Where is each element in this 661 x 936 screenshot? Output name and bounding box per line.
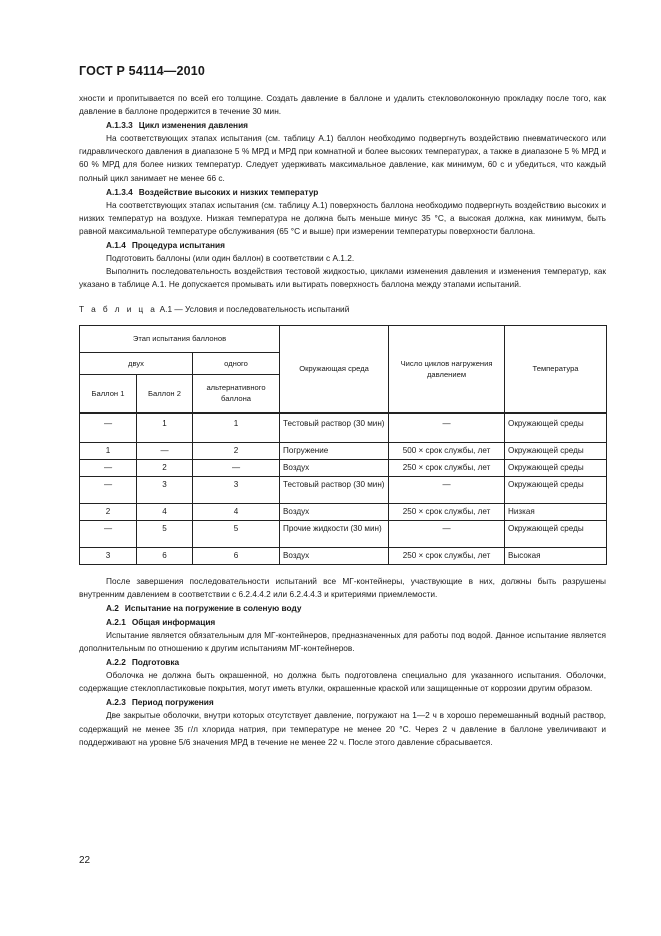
section-heading [79, 239, 606, 252]
cell-cylinder-2: — [137, 442, 193, 459]
cell-cycles: — [389, 476, 505, 503]
cell-cycles: 500 × срок службы, лет [389, 442, 505, 459]
header-temperature: Температура [505, 325, 607, 413]
cell-cylinder-1: — [80, 459, 137, 476]
paragraph: Выполнить последовательность воздействия тестовой жидкостью, циклами изменения давления и изменения температур, как указано в таблице А.1. Не допускается промывать или вытирать поверхность баллона между этапами испытаний. [79, 266, 606, 290]
cell-cycles: — [389, 520, 505, 547]
table-row [80, 547, 607, 564]
header-environment: Окружающая среда [280, 325, 389, 413]
table-row [80, 503, 607, 520]
table-caption-id: А.1 [159, 304, 173, 315]
cell-environment: Тестовый раствор (30 мин) [280, 476, 389, 503]
paragraph: Оболочка не должна быть окрашенной, но должна быть подготовлена специально для указанного испытания. Оболочки, содержащие стеклопластиковые покрытия, могут иметь втулки, окрашенные краской или защищенные от коррозии другим образом. [79, 670, 606, 694]
cell-environment: Воздух [280, 503, 389, 520]
test-sequence-table [79, 325, 607, 565]
table-row [80, 413, 607, 443]
cell-temperature: Окружающей среды [505, 442, 607, 459]
cell-cylinder-1: 3 [80, 547, 137, 564]
cell-temperature: Окружающей среды [505, 459, 607, 476]
cell-cylinder-1: — [80, 413, 137, 443]
paragraph: Подготовить баллоны (или один баллон) в соответствии с А.1.2. [106, 253, 355, 264]
cell-cycles: 250 × срок службы, лет [389, 503, 505, 520]
cell-cylinder-2: 5 [137, 520, 193, 547]
table-row [80, 520, 607, 547]
paragraph: хности и пропитывается по всей его толщине. Создать давление в баллоне и удалить стекловолоконную прокладку после того, как давление в баллоне продержится в течение 30 мин. [79, 93, 606, 117]
section-title: Испытание на погружение в соленую воду [124, 602, 302, 613]
cell-temperature: Низкая [505, 503, 607, 520]
table-caption-prefix: Т а б л и ц а [79, 304, 158, 315]
cell-alternative: 2 [193, 442, 280, 459]
cell-environment: Тестовый раствор (30 мин) [280, 413, 389, 443]
section-number: А.2 [106, 602, 119, 613]
paragraph: Испытание является обязательным для МГ-контейнеров, предназначенных для работы под водой. Данное испытание является дополнительным по отношению к другим испытаниям МГ-контейнеров. [79, 629, 606, 653]
cell-cylinder-1: 2 [80, 503, 137, 520]
cell-cylinder-2: 1 [137, 413, 193, 443]
section-title: Воздействие высоких и низких температур [138, 186, 319, 197]
paragraph: Две закрытые оболочки, внутри которых отсутствует давление, погружают на 1—2 ч в хорошо перемешанный водный раствор, содержащий не менее 35 г/л хлорида натрия, при температуре не менее 20 °С. Через 2 ч давление в баллоне увеличивают и поддерживают на уровне 5/6 значения МРД в течение не менее 22 ч. После этого давление сбрасывается. [79, 710, 606, 747]
header-cylinder-2: Баллон 2 [137, 374, 193, 413]
section-heading [79, 696, 606, 709]
cell-cylinder-2: 2 [137, 459, 193, 476]
section-title: Процедура испытания [131, 240, 225, 251]
cell-alternative: 6 [193, 547, 280, 564]
header-alternative-cylinder: альтернативного баллона [193, 374, 280, 413]
header-cylinder-1: Баллон 1 [80, 374, 137, 413]
cell-temperature: Высокая [505, 547, 607, 564]
section-title: Общая информация [131, 616, 216, 627]
header-stage: Этап испытания баллонов [80, 325, 280, 352]
cell-temperature: Окружающей среды [505, 413, 607, 443]
header-one-cylinder: одного [193, 352, 280, 374]
cell-cylinder-1: — [80, 520, 137, 547]
header-two-cylinders: двух [80, 352, 193, 374]
table-caption [79, 303, 606, 316]
section-title: Цикл изменения давления [138, 120, 249, 131]
cell-temperature: Окружающей среды [505, 520, 607, 547]
cell-temperature: Окружающей среды [505, 476, 607, 503]
section-number: А.2.1 [106, 616, 126, 627]
cell-alternative: 5 [193, 520, 280, 547]
table-row [80, 476, 607, 503]
cell-environment: Погружение [280, 442, 389, 459]
paragraph: После завершения последовательности испытаний все МГ-контейнеры, участвующие в них, должны быть разрушены внутренним давлением в соответствии с 6.2.4.4.2 или 6.2.4.4.3 и критериями приемлемости. [79, 575, 606, 599]
section-number: А.1.3.4 [106, 186, 133, 197]
document-body [79, 92, 606, 749]
section-number: А.1.4 [106, 240, 126, 251]
section-heading [79, 602, 606, 615]
cell-cycles: 250 × срок службы, лет [389, 547, 505, 564]
cell-alternative: 4 [193, 503, 280, 520]
cell-cycles: 250 × срок службы, лет [389, 459, 505, 476]
section-heading [79, 616, 606, 629]
cell-environment: Воздух [280, 547, 389, 564]
cell-cylinder-1: — [80, 476, 137, 503]
cell-alternative: 1 [193, 413, 280, 443]
header-cycles: Число циклов нагружения давлением [389, 325, 505, 413]
section-title: Подготовка [131, 657, 180, 668]
paragraph: На соответствующих этапах испытания (см. таблицу А.1) баллон необходимо подвергнуть воздействию пневматического или гидравлического давления в диапазоне 5 % МРД и МРД при комнатной и более высоких температурах, а также в диапазоне 5 % МРД и 60 % МРД для более низких температур. Следует удерживать максимальное давление, как минимум, 60 с и убедиться, что каждый полный цикл занимает не менее 66 с. [79, 133, 606, 183]
cell-environment: Прочие жидкости (30 мин) [280, 520, 389, 547]
section-heading [79, 186, 606, 199]
section-number: А.2.2 [106, 657, 126, 668]
cell-cycles: — [389, 413, 505, 443]
cell-alternative: — [193, 459, 280, 476]
section-title: Период погружения [131, 697, 214, 708]
section-heading [79, 656, 606, 669]
table-caption-text: — Условия и последовательность испытаний [174, 304, 350, 315]
cell-environment: Воздух [280, 459, 389, 476]
page-number: 22 [79, 855, 91, 866]
section-heading [79, 119, 606, 132]
document-header: ГОСТ Р 54114—2010 [79, 64, 206, 78]
cell-alternative: 3 [193, 476, 280, 503]
cell-cylinder-2: 6 [137, 547, 193, 564]
section-number: А.1.3.3 [106, 120, 133, 131]
section-number: А.2.3 [106, 697, 126, 708]
table-row [80, 459, 607, 476]
paragraph: На соответствующих этапах испытания (см. таблицу А.1) поверхность баллона необходимо подвергнуть воздействию высоких и низких температур на воздухе. Низкая температура не должна быть меньше минус 35 °С, а высокая должна, как минимум, быть равной максимальной температуре обслуживания (65 °С и выше) при измерении температуры поверхности баллона. [79, 199, 606, 236]
cell-cylinder-2: 4 [137, 503, 193, 520]
cell-cylinder-1: 1 [80, 442, 137, 459]
cell-cylinder-2: 3 [137, 476, 193, 503]
table-row [80, 442, 607, 459]
